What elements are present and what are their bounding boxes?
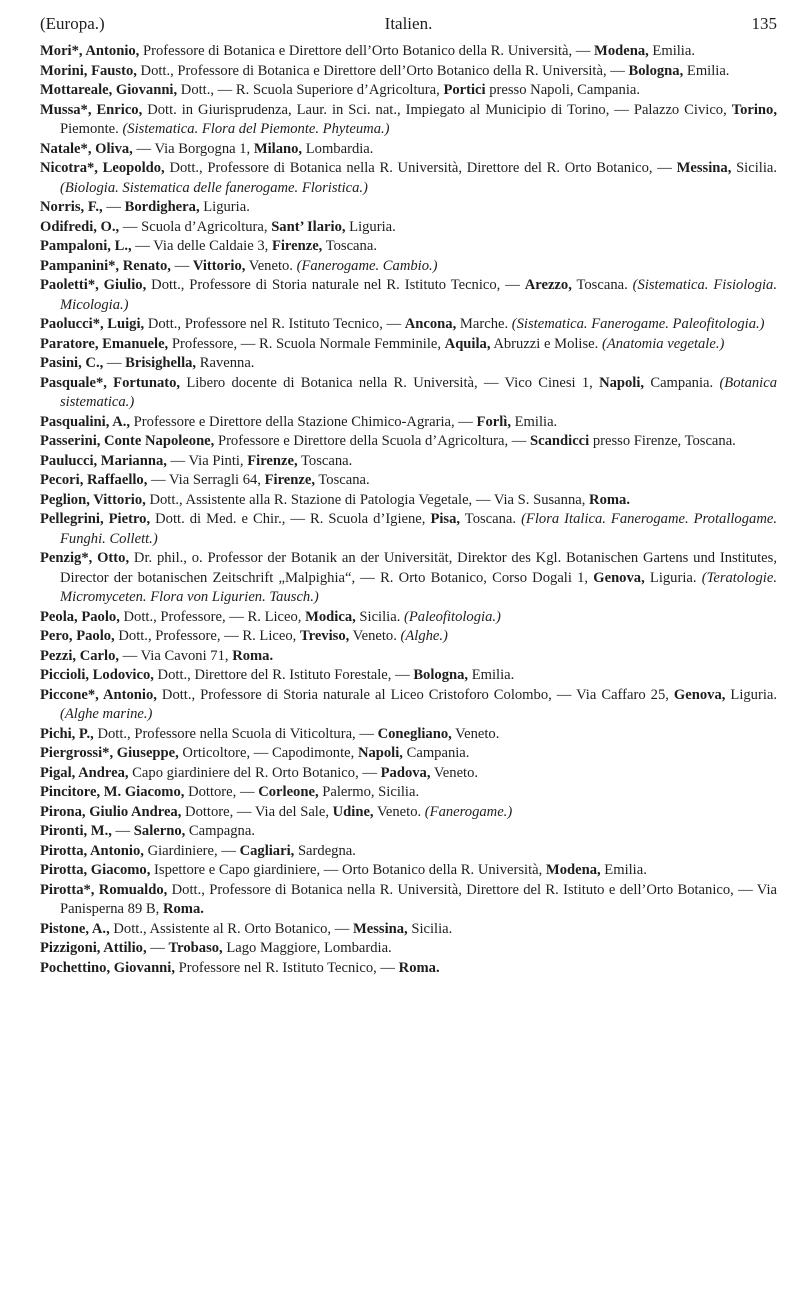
entry-name: Nicotra*, Leopoldo, bbox=[40, 160, 165, 176]
entry-place: Forlì, bbox=[476, 413, 511, 430]
entry-region: presso Napoli, Campania. bbox=[485, 82, 640, 98]
entry-description: — Via Cavoni 71, bbox=[119, 647, 233, 664]
directory-entry bbox=[40, 783, 777, 803]
directory-entry bbox=[40, 647, 777, 667]
directory-entry bbox=[40, 218, 777, 238]
entry-region: Emilia. bbox=[468, 667, 515, 683]
entry-name: Pasqualini, A., bbox=[40, 413, 131, 430]
entry-region: Toscana. bbox=[322, 238, 377, 254]
entry-name: Pirona, Giulio Andrea, bbox=[40, 803, 182, 820]
entry-description: Dott., Professore nel R. Istituto Tecnico, — bbox=[144, 316, 405, 332]
entry-region: Campania. bbox=[644, 374, 720, 391]
entry-region: Liguria. bbox=[644, 569, 702, 586]
entry-place: Bordighera, bbox=[124, 199, 200, 215]
entry-place: Pisa, bbox=[430, 511, 461, 527]
directory-entry bbox=[40, 549, 777, 608]
directory-entry bbox=[40, 842, 777, 862]
directory-entry bbox=[40, 276, 777, 315]
entry-place: Roma. bbox=[232, 647, 274, 664]
entry-place: Messina, bbox=[352, 920, 408, 937]
directory-entry bbox=[40, 744, 777, 764]
entry-place: Treviso, bbox=[299, 628, 350, 644]
entry-fields: (Botanica sistematica.) bbox=[60, 374, 777, 410]
entry-description: — Via Borgogna 1, bbox=[132, 140, 254, 157]
directory-entry bbox=[40, 101, 777, 140]
entry-place: Aquila, bbox=[444, 335, 491, 352]
entry-region: Marche. bbox=[456, 316, 512, 332]
entry-description: Dott., Professore di Botanica nella R. Università, Direttore del R. Orto Botanico, — bbox=[164, 160, 677, 176]
directory-entry bbox=[40, 237, 777, 257]
entry-fields: (Sistematica. Fanerogame. Paleofitologia.) bbox=[511, 316, 765, 332]
entry-place: Brisighella, bbox=[125, 355, 197, 371]
entry-region: Veneto. bbox=[451, 725, 500, 742]
entry-place: Trobaso, bbox=[168, 940, 223, 956]
entry-fields: (Alghe marine.) bbox=[60, 706, 153, 722]
entry-region: Toscana. bbox=[297, 452, 353, 469]
directory-entry bbox=[40, 413, 777, 433]
entry-place: Bologna, bbox=[628, 62, 684, 79]
directory-entry bbox=[40, 257, 777, 277]
entry-region: Lago Maggiore, Lombardia. bbox=[222, 940, 392, 956]
entry-place: Modena, bbox=[594, 43, 649, 59]
entry-region: Emilia. bbox=[648, 43, 695, 59]
directory-entry bbox=[40, 354, 777, 374]
entry-name: Paulucci, Marianna, bbox=[40, 452, 167, 469]
entry-description: Dott., Professore di Storia naturale al Liceo Cristoforo Colombo, — Via Caffaro 25, bbox=[156, 686, 674, 703]
entry-name: Pizzigoni, Attilio, bbox=[40, 940, 147, 956]
entry-description: Dott., Direttore del R. Istituto Forestale, — bbox=[153, 667, 414, 683]
entry-description: — bbox=[111, 823, 134, 839]
page-number: 135 bbox=[751, 14, 777, 33]
entry-description: Libero docente di Botanica nella R. Università, — Vico Cinesi 1, bbox=[180, 374, 600, 391]
directory-entry bbox=[40, 42, 777, 62]
entry-name: Paratore, Emanuele, bbox=[40, 335, 169, 352]
entry-place: Napoli, bbox=[599, 374, 645, 391]
entry-name: Norris, F., bbox=[40, 199, 103, 215]
entry-name: Penzig*, Otto, bbox=[40, 550, 130, 566]
entry-name: Pistone, A., bbox=[40, 920, 110, 937]
entry-description: Dott., Professore di Storia naturale nel R. Istituto Tecnico, — bbox=[146, 277, 525, 293]
entry-region: Toscana. bbox=[571, 277, 633, 293]
entry-fields: (Sistematica. Fisiologia. Micologia.) bbox=[60, 277, 777, 313]
entry-description: — Via Serragli 64, bbox=[147, 472, 265, 488]
header-country: Italien. bbox=[384, 14, 433, 33]
entry-region: Toscana. bbox=[315, 472, 370, 488]
entry-fields: (Anatomia vegetale.) bbox=[601, 335, 725, 352]
page-header bbox=[40, 8, 777, 38]
entry-description: Capo giardiniere del R. Orto Botanico, — bbox=[128, 764, 381, 781]
directory-entry bbox=[40, 81, 777, 101]
entry-region: Veneto. bbox=[245, 257, 297, 274]
entry-name: Passerini, Conte Napoleone, bbox=[40, 433, 215, 449]
directory-entry bbox=[40, 140, 777, 160]
entry-place: Padova, bbox=[380, 764, 431, 781]
entry-region: Sicilia. bbox=[731, 160, 778, 176]
entry-region: Emilia. bbox=[510, 413, 558, 430]
entry-region: Abruzzi e Molise. bbox=[490, 335, 602, 352]
entry-region: Liguria. bbox=[199, 199, 250, 215]
entry-region: Sicilia. bbox=[407, 920, 453, 937]
entry-region: Veneto. bbox=[349, 628, 401, 644]
directory-entry bbox=[40, 861, 777, 881]
entry-name: Mori*, Antonio, bbox=[40, 43, 140, 59]
entry-region: Campania. bbox=[402, 745, 470, 761]
entry-description: Dott., Assistente alla R. Stazione di Patologia Vegetale, — Via S. Susanna, bbox=[145, 491, 590, 508]
entry-description: Dott., Assistente al R. Orto Botanico, — bbox=[109, 920, 353, 937]
entry-name: Pirotta, Antonio, bbox=[40, 842, 144, 859]
entry-name: Pincitore, M. Giacomo, bbox=[40, 784, 185, 800]
entry-fields: (Flora Italica. Fanerogame. Protallogame. Funghi. Collett.) bbox=[60, 511, 777, 547]
header-region: (Europa.) bbox=[40, 14, 105, 33]
entry-place: Ancona, bbox=[404, 316, 457, 332]
directory-entry bbox=[40, 159, 777, 198]
entry-region: Emilia. bbox=[600, 862, 647, 878]
directory-entry bbox=[40, 686, 777, 725]
entry-name: Pampaloni, L., bbox=[40, 238, 132, 254]
entry-description: Professore di Botanica e Direttore dell’Orto Botanico della R. Università, — bbox=[139, 43, 595, 59]
entry-description: Dott., — R. Scuola Superiore d’Agricoltura, bbox=[177, 82, 444, 98]
entry-description: Dott., Professore di Botanica nella R. Università, Direttore del R. Istituto e dell’Orto Botanico, — Via Panisperna 89 B, bbox=[60, 881, 777, 917]
entry-place: Firenze, bbox=[247, 452, 298, 469]
entry-description: Ispettore e Capo giardiniere, — Orto Botanico della R. Università, bbox=[150, 862, 546, 878]
entry-place: Roma. bbox=[162, 901, 204, 917]
entry-description: Professore e Direttore della Scuola d’Agricoltura, — bbox=[214, 433, 531, 449]
entry-place: Corleone, bbox=[258, 784, 319, 800]
directory-entry bbox=[40, 315, 777, 335]
entry-name: Pirotta, Giacomo, bbox=[40, 862, 151, 878]
entry-description: — bbox=[170, 257, 193, 274]
entry-description: Dott., Professore nella Scuola di Viticoltura, — bbox=[93, 725, 378, 742]
entry-place: Vittorio, bbox=[192, 257, 246, 274]
directory-entry bbox=[40, 510, 777, 549]
entry-region: Palermo, Sicilia. bbox=[318, 784, 420, 800]
entry-place: Sant’ Ilario, bbox=[271, 218, 346, 235]
entry-description: — bbox=[102, 199, 125, 215]
entry-description: Dottore, — Via del Sale, bbox=[181, 803, 333, 820]
entry-name: Paoletti*, Giulio, bbox=[40, 277, 147, 293]
entry-description: Professore, — R. Scuola Normale Femminile, bbox=[168, 335, 445, 352]
entry-region: Emilia. bbox=[683, 62, 730, 79]
entry-name: Mussa*, Enrico, bbox=[40, 101, 143, 118]
entry-name: Natale*, Oliva, bbox=[40, 140, 133, 157]
directory-entry bbox=[40, 920, 777, 940]
entry-name: Pasquale*, Fortunato, bbox=[40, 374, 181, 391]
entry-name: Pigal, Andrea, bbox=[40, 764, 129, 781]
entry-name: Pampanini*, Renato, bbox=[40, 257, 171, 274]
directory-entry bbox=[40, 62, 777, 82]
entry-description: Professore nel R. Istituto Tecnico, — bbox=[175, 959, 399, 976]
entry-place: Firenze, bbox=[271, 238, 323, 254]
entry-region: Ravenna. bbox=[196, 355, 255, 371]
entry-fields: (Sistematica. Flora del Piemonte. Phyteuma.) bbox=[122, 121, 390, 137]
entry-region: Veneto. bbox=[373, 803, 425, 820]
directory-entry bbox=[40, 939, 777, 959]
directory-entry bbox=[40, 725, 777, 745]
entry-region: Piemonte. bbox=[60, 121, 123, 137]
entry-name: Morini, Fausto, bbox=[40, 62, 137, 79]
entry-place: Scandicci bbox=[530, 433, 590, 449]
directory-entry bbox=[40, 452, 777, 472]
entry-region: Sardegna. bbox=[294, 842, 356, 859]
entry-name: Paolucci*, Luigi, bbox=[40, 316, 145, 332]
entry-name: Pezzi, Carlo, bbox=[40, 647, 120, 664]
directory-entry bbox=[40, 803, 777, 823]
entry-description: Dott., Professore, — R. Liceo, bbox=[119, 608, 306, 625]
directory-entry bbox=[40, 374, 777, 413]
entry-name: Piergrossi*, Giuseppe, bbox=[40, 745, 179, 761]
entry-description: Giardiniere, — bbox=[143, 842, 240, 859]
entry-description: Dr. phil., o. Professor der Botanik an der Universität, Direktor des Kgl. Botanischen Gartens und Institutes, Director der botanischen Zeitschrift „Malpighia“, — R. Orto Botanico, Corso Dogali 1, bbox=[60, 550, 777, 586]
entry-name: Odifredi, O., bbox=[40, 218, 120, 235]
entry-description: — Via Pinti, bbox=[166, 452, 248, 469]
directory-entry bbox=[40, 959, 777, 979]
entry-region: Toscana. bbox=[460, 511, 522, 527]
entry-fields: (Fanerogame. Cambio.) bbox=[296, 257, 438, 274]
entry-name: Pirotta*, Romualdo, bbox=[40, 881, 168, 898]
entry-description: Dott. in Giurisprudenza, Laur. in Sci. nat., Impiegato al Municipio di Torino, — Palazzo Civico, bbox=[142, 101, 732, 118]
entry-place: Bologna, bbox=[413, 667, 469, 683]
directory-entry bbox=[40, 491, 777, 511]
directory-entry bbox=[40, 666, 777, 686]
entry-name: Mottareale, Giovanni, bbox=[40, 82, 178, 98]
entry-place: Roma. bbox=[589, 491, 630, 508]
entry-name: Pero, Paolo, bbox=[40, 628, 115, 644]
entry-description: — Scuola d’Agricoltura, bbox=[119, 218, 272, 235]
directory-entry bbox=[40, 881, 777, 920]
directory-entries bbox=[40, 42, 777, 978]
entry-name: Pellegrini, Pietro, bbox=[40, 511, 151, 527]
entry-place: Napoli, bbox=[357, 745, 403, 761]
entry-region: presso Firenze, Toscana. bbox=[589, 433, 736, 449]
entry-place: Messina, bbox=[676, 160, 732, 176]
entry-description: Dottore, — bbox=[184, 784, 259, 800]
entry-description: Orticoltore, — Capodimonte, bbox=[178, 745, 358, 761]
entry-place: Firenze, bbox=[264, 472, 315, 488]
entry-place: Portici bbox=[443, 82, 486, 98]
entry-fields: (Teratologie. Micromyceten. Flora von Ligurien. Tausch.) bbox=[60, 569, 777, 605]
entry-description: Dott., Professore, — R. Liceo, bbox=[114, 628, 300, 644]
entry-place: Modena, bbox=[545, 862, 601, 878]
directory-entry bbox=[40, 764, 777, 784]
entry-description: — bbox=[146, 940, 169, 956]
entry-place: Udine, bbox=[332, 803, 374, 820]
entry-place: Genova, bbox=[673, 686, 726, 703]
entry-place: Genova, bbox=[593, 569, 645, 586]
directory-entry bbox=[40, 608, 777, 628]
entry-region: Sicilia. bbox=[355, 608, 405, 625]
entry-place: Roma. bbox=[398, 959, 440, 976]
entry-name: Pironti, M., bbox=[40, 823, 112, 839]
directory-entry bbox=[40, 471, 777, 491]
entry-region: Lombardia. bbox=[302, 140, 374, 157]
entry-description: Dott. di Med. e Chir., — R. Scuola d’Igiene, bbox=[150, 511, 431, 527]
entry-name: Pichi, P., bbox=[40, 725, 94, 742]
entry-fields: (Biologia. Sistematica delle fanerogame. Floristica.) bbox=[60, 179, 368, 196]
entry-description: Dott., Professore di Botanica e Direttore dell’Orto Botanico della R. Università, — bbox=[136, 62, 629, 79]
entry-name: Pasini, C., bbox=[40, 355, 104, 371]
entry-fields: (Paleofitologia.) bbox=[404, 608, 501, 625]
directory-entry bbox=[40, 335, 777, 355]
entry-fields: (Fanerogame.) bbox=[424, 803, 513, 820]
entry-region: Veneto. bbox=[430, 764, 479, 781]
entry-description: — bbox=[103, 355, 126, 371]
entry-name: Piccone*, Antonio, bbox=[40, 686, 157, 703]
entry-name: Peola, Paolo, bbox=[40, 608, 120, 625]
entry-place: Arezzo, bbox=[524, 277, 572, 293]
entry-name: Piccioli, Lodovico, bbox=[40, 667, 154, 683]
directory-entry bbox=[40, 198, 777, 218]
entry-place: Salerno, bbox=[133, 823, 186, 839]
entry-region: Liguria. bbox=[725, 686, 778, 703]
entry-place: Conegliano, bbox=[377, 725, 452, 742]
entry-name: Peglion, Vittorio, bbox=[40, 491, 146, 508]
entry-place: Modica, bbox=[305, 608, 356, 625]
entry-place: Cagliari, bbox=[239, 842, 295, 859]
entry-place: Torino, bbox=[731, 101, 777, 118]
entry-region: Liguria. bbox=[345, 218, 396, 235]
entry-name: Pochettino, Giovanni, bbox=[40, 959, 175, 976]
entry-fields: (Alghe.) bbox=[400, 628, 448, 644]
entry-description: Professore e Direttore della Stazione Chimico-Agraria, — bbox=[130, 413, 477, 430]
directory-entry bbox=[40, 432, 777, 452]
directory-entry bbox=[40, 627, 777, 647]
entry-region: Campagna. bbox=[185, 823, 255, 839]
entry-name: Pecori, Raffaello, bbox=[40, 472, 148, 488]
directory-entry bbox=[40, 822, 777, 842]
entry-description: — Via delle Caldaie 3, bbox=[131, 238, 272, 254]
entry-place: Milano, bbox=[253, 140, 303, 157]
